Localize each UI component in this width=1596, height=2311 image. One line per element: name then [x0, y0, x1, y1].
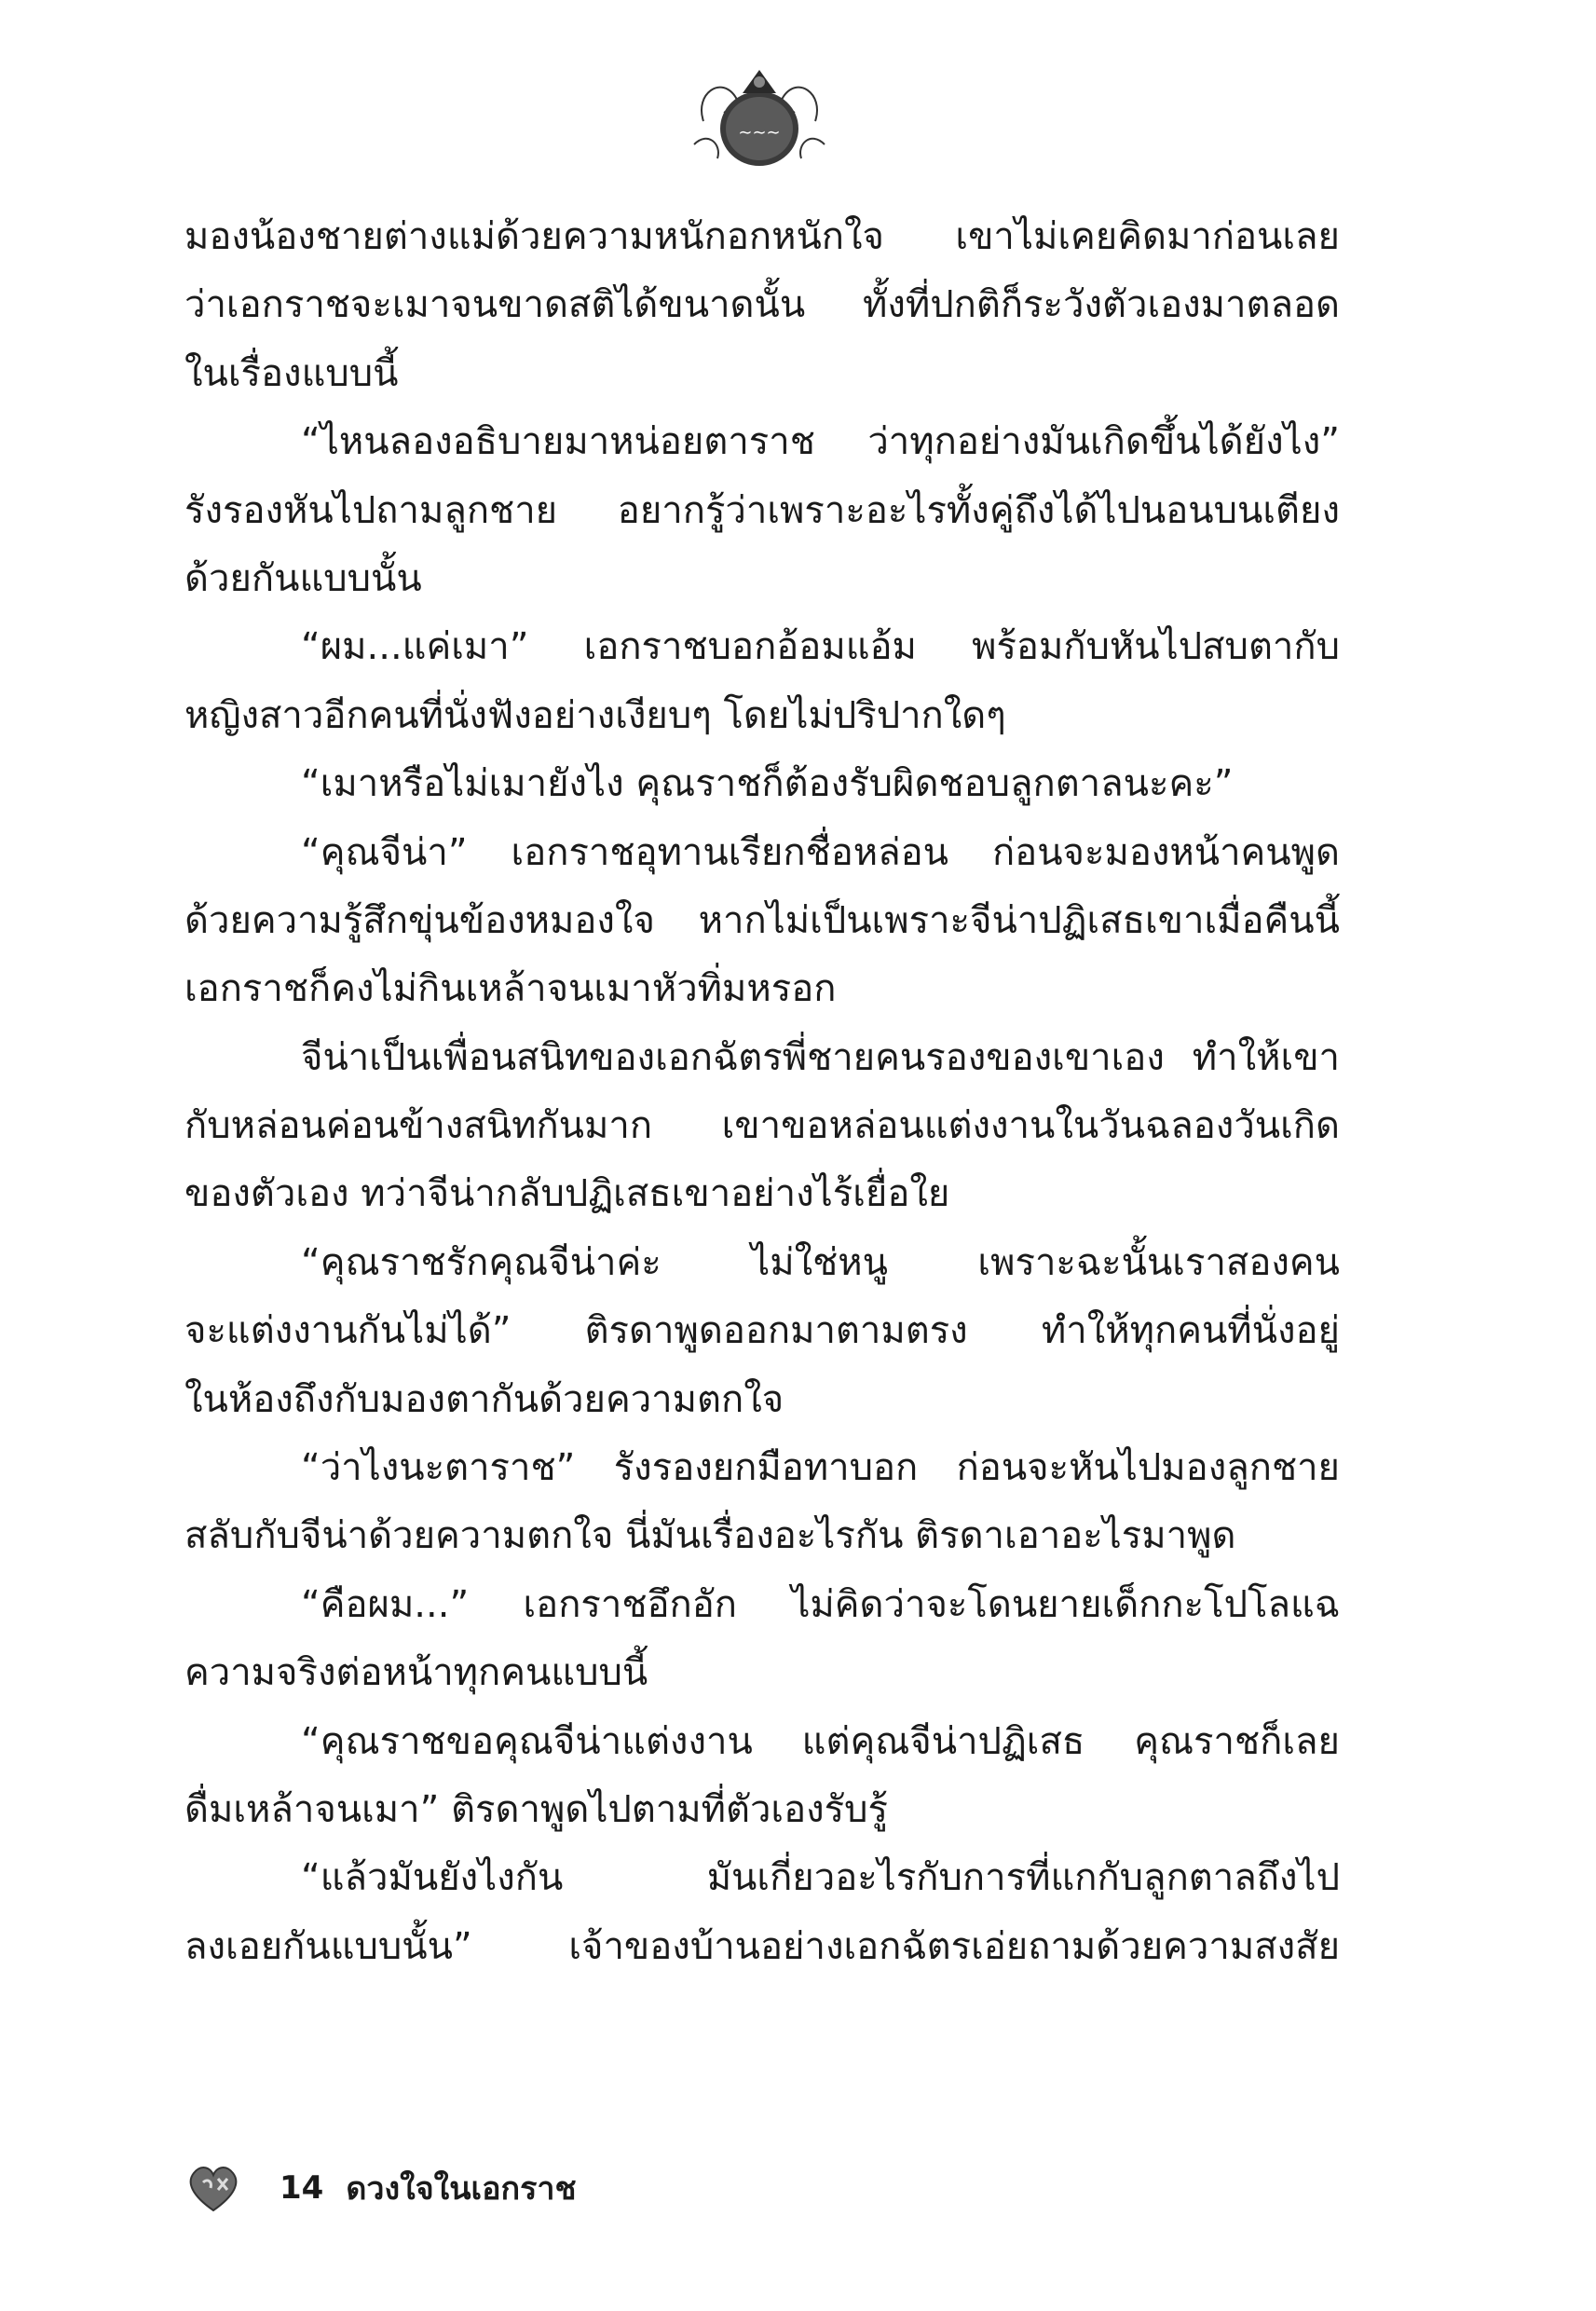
text-line: “คุณราชขอคุณจีน่าแต่งงาน แต่คุณจีน่าปฏิเสธ คุณราชก็เลย	[301, 1719, 1340, 1763]
book-title: ดวงใจในเอกราช	[346, 2170, 577, 2208]
text-line: “คือผม...” เอกราชอึกอัก ไม่คิดว่าจะโดนยายเด็กกะโปโลแฉ	[301, 1582, 1340, 1626]
text-line: “ว่าไงนะตาราช” รังรองยกมือทาบอก ก่อนจะหันไปมองลูกชาย	[301, 1446, 1340, 1490]
publisher-heart-logo-icon	[184, 2162, 242, 2214]
text-line: จีน่าเป็นเพื่อนสนิทของเอกฉัตรพี่ชายคนรองของเขาเอง ทำให้เขา	[301, 1035, 1340, 1079]
text-line: มองน้องชายต่างแม่ด้วยความหนักอกหนักใจ เขาไม่เคยคิดมาก่อนเลย	[184, 215, 1340, 258]
text-line: “เมาหรือไม่เมายังไง คุณราชก็ต้องรับผิดชอบลูกตาลนะคะ”	[301, 762, 1234, 806]
publisher-crest-logo-icon	[685, 56, 834, 177]
text-line: “แล้วมันยังไงกัน มันเกี่ยวอะไรกับการที่แกกับลูกตาลถึงไป	[301, 1856, 1340, 1900]
text-line: ด้วยความรู้สึกขุ่นข้องหมองใจ หากไม่เป็นเพราะจีน่าปฏิเสธเขาเมื่อคืนนี้	[184, 898, 1340, 942]
text-line: ลงเอยกันแบบนั้น” เจ้าของบ้านอย่างเอกฉัตรเอ่ยถามด้วยความสงสัย	[184, 1924, 1340, 1968]
text-line: รังรองหันไปถามลูกชาย อยากรู้ว่าเพราะอะไรทั้งคู่ถึงได้ไปนอนบนเตียง	[184, 488, 1340, 532]
text-line: “คุณราชรักคุณจีน่าค่ะ ไม่ใช่หนู เพราะฉะนั้นเราสองคน	[301, 1240, 1340, 1284]
text-line: “คุณจีน่า” เอกราชอุทานเรียกชื่อหล่อน ก่อนจะมองหน้าคนพูด	[301, 830, 1340, 874]
text-line: “ไหนลองอธิบายมาหน่อยตาราช ว่าทุกอย่างมันเกิดขึ้นได้ยังไง”	[301, 420, 1340, 464]
text-line: จะแต่งงานกันไม่ได้” ติรดาพูดออกมาตามตรง ทำให้ทุกคนที่นั่งอยู่	[184, 1309, 1340, 1353]
text-line: หญิงสาวอีกคนที่นั่งฟังอย่างเงียบๆ โดยไม่ปริปากใดๆ	[184, 693, 1006, 737]
text-line: ดื่มเหล้าจนเมา” ติรดาพูดไปตามที่ตัวเองรับรู้	[184, 1787, 889, 1831]
text-line: ในห้องถึงกับมองตากันด้วยความตกใจ	[184, 1377, 784, 1421]
text-line: ของตัวเอง ทว่าจีน่ากลับปฏิเสธเขาอย่างไร้เยื่อใย	[184, 1172, 950, 1216]
text-line: ด้วยกันแบบนั้น	[184, 556, 422, 600]
text-line: เอกราชก็คงไม่กินเหล้าจนเมาหัวทิ่มหรอก	[184, 967, 837, 1011]
text-line: ความจริงต่อหน้าทุกคนแบบนี้	[184, 1651, 648, 1695]
page-footer	[184, 2160, 577, 2216]
text-line: “ผม...แค่เมา” เอกราชบอกอ้อมแอ้ม พร้อมกับหันไปสบตากับ	[301, 625, 1340, 669]
page-number: 14	[280, 2169, 324, 2207]
text-line: กับหล่อนค่อนข้างสนิทกันมาก เขาขอหล่อนแต่งงานในวันฉลองวันเกิด	[184, 1104, 1340, 1148]
text-line: สลับกับจีน่าด้วยความตกใจ นี่มันเรื่องอะไรกัน ติรดาเอาอะไรมาพูด	[184, 1514, 1236, 1558]
text-line: ในเรื่องแบบนี้	[184, 351, 399, 395]
text-line: ว่าเอกราชจะเมาจนขาดสติได้ขนาดนั้น ทั้งที่ปกติก็ระวังตัวเองมาตลอด	[184, 283, 1340, 327]
body-text	[184, 203, 1340, 1981]
svg-text:∼∼∼: ∼∼∼	[738, 123, 781, 143]
